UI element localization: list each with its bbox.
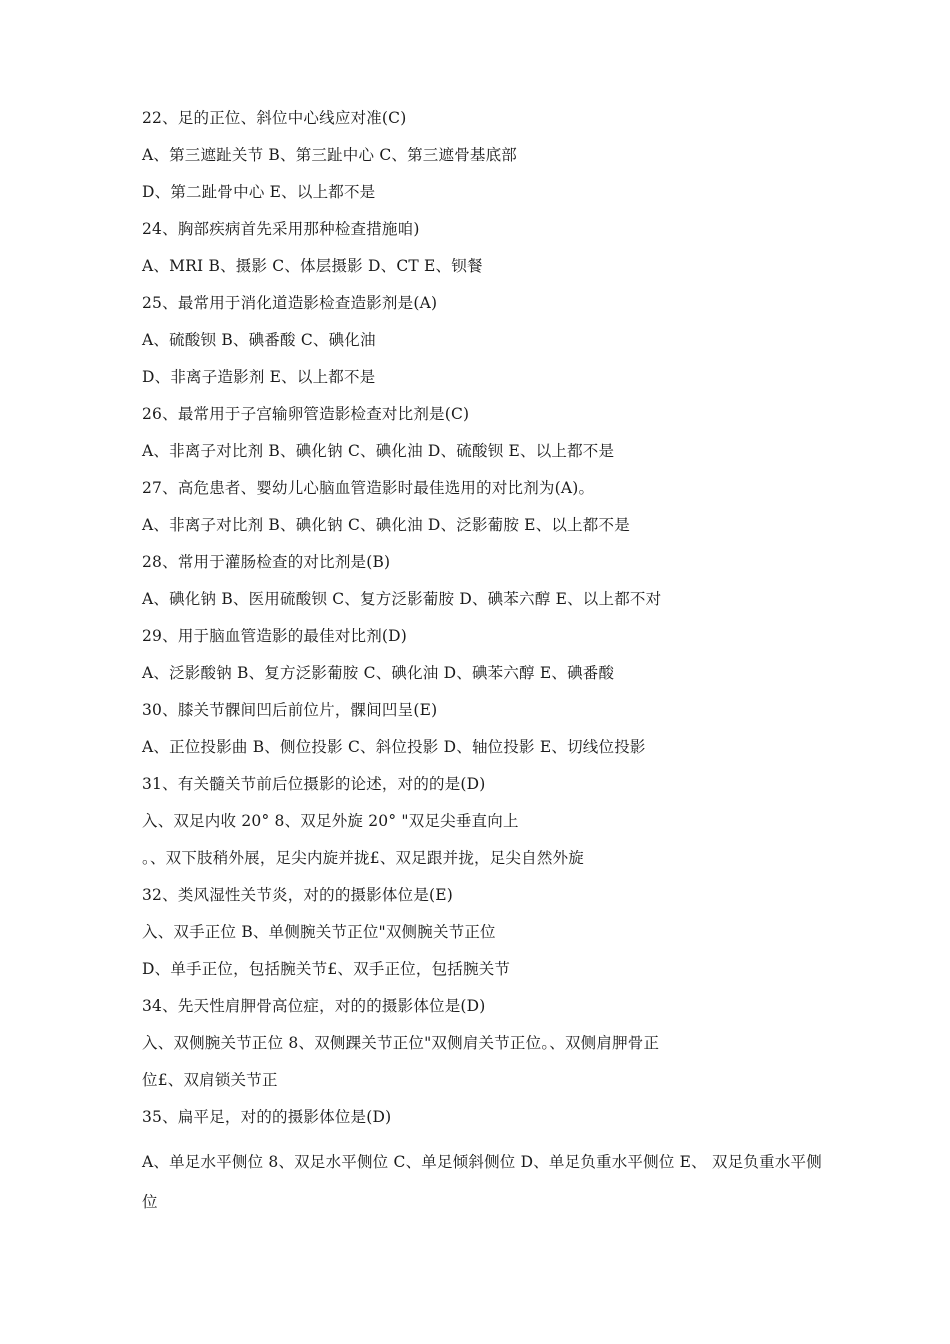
text-line: D、单手正位，包括腕关节£、双手正位，包括腕关节 xyxy=(142,960,511,978)
text-line: A、MRI B、摄影 C、体层摄影 D、CT E、钡餐 xyxy=(142,257,483,275)
text-line: 30、膝关节髁间凹后前位片，髁间凹呈(E) xyxy=(142,701,438,719)
text-line: 位£、双肩锁关节正 xyxy=(142,1071,278,1089)
text-paragraph: A、单足水平侧位 8、双足水平侧位 C、单足倾斜侧位 D、单足负重水平侧位 E、 双足负重水平侧位 xyxy=(142,1153,822,1211)
text-line: 24、胸部疾病首先采用那种检查措施咱) xyxy=(142,220,420,238)
text-line: 32、类风湿性关节炎，对的的摄影体位是(E) xyxy=(142,886,454,904)
text-line: 入、双侧腕关节正位 8、双侧踝关节正位"双侧肩关节正位。、双侧肩胛骨正 xyxy=(142,1034,660,1052)
text-line: 28、常用于灌肠检查的对比剂是(B) xyxy=(142,553,391,571)
text-line: 27、高危患者、婴幼儿心脑血管造影时最佳选用的对比剂为(A)。 xyxy=(142,479,595,497)
text-line: A、泛影酸钠 B、复方泛影葡胺 C、碘化油 D、碘苯六醇 E、碘番酸 xyxy=(142,664,615,682)
text-line: 29、用于脑血管造影的最佳对比剂(D) xyxy=(142,627,408,645)
text-line: 31、有关髓关节前后位摄影的论述，对的的是(D) xyxy=(142,775,486,793)
text-line: D、第二趾骨中心 E、以上都不是 xyxy=(142,183,376,201)
text-line: 入、双足内收 20° 8、双足外旋 20° "双足尖垂直向上 xyxy=(142,812,519,830)
text-line: A、非离子对比剂 B、碘化钠 C、碘化油 D、硫酸钡 E、以上都不是 xyxy=(142,442,615,460)
text-line: A、硫酸钡 B、碘番酸 C、碘化油 xyxy=(142,331,376,349)
text-line: A、非离子对比剂 B、碘化钠 C、碘化油 D、泛影葡胺 E、以上都不是 xyxy=(142,516,630,534)
text-line: 入、双手正位 B、单侧腕关节正位"双侧腕关节正位 xyxy=(142,923,496,941)
text-line: A、碘化钠 B、医用硫酸钡 C、复方泛影葡胺 D、碘苯六醇 E、以上都不对 xyxy=(142,590,662,608)
text-line: A、第三遮趾关节 B、第三趾中心 C、第三遮骨基底部 xyxy=(142,146,517,164)
text-line: 25、最常用于消化道造影检查造影剂是(A) xyxy=(142,294,438,312)
text-line: 34、先天性肩胛骨高位症，对的的摄影体位是(D) xyxy=(142,997,486,1015)
text-line: 。、双下肢稍外展，足尖内旋并拢£、双足跟并拢，足尖自然外旋 xyxy=(142,849,584,867)
text-line: 26、最常用于子宫输卵管造影检查对比剂是(C) xyxy=(142,405,470,423)
text-line: D、非离子造影剂 E、以上都不是 xyxy=(142,368,376,386)
text-line: 35、扁平足，对的的摄影体位是(D) xyxy=(142,1108,392,1126)
text-line: 22、足的正位、斜位中心线应对准(C) xyxy=(142,109,407,127)
text-line: A、正位投影曲 B、侧位投影 C、斜位投影 D、轴位投影 E、切线位投影 xyxy=(142,738,646,756)
